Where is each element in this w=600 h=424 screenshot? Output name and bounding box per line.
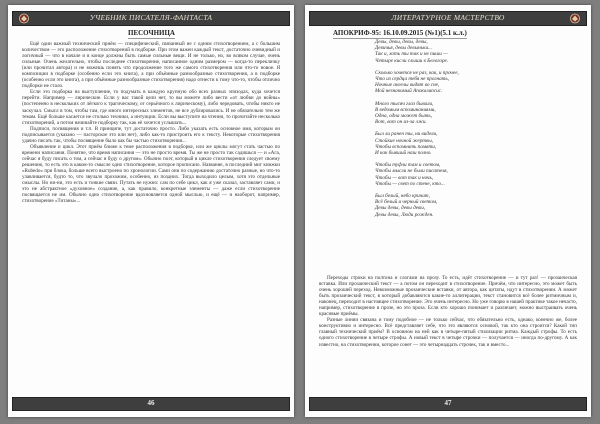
poem-line: Так и, хоть ты так и не пиши —	[375, 51, 448, 58]
right-header-title: ЛИТЕРАТУРНОЕ МАСТЕРСТВО	[391, 13, 505, 22]
left-section-title: ПЕСОЧНИЦА	[128, 29, 175, 37]
poem-line: Девы, девы, девы, девы,	[375, 39, 428, 45]
paragraph: Разные линии связана и тому подобное — не только сейчас, что обязательно есть, однако, конечно же, более конструктивно и интересно. Всё представляет себе, что это являются основой, так кто она строится? Какой тип главный технический приём? В основном на ней как в четыре-пятый стилизации ритма. Каждый строфы. То есть одного стихотворение в четыре строфы. А новый текст в четыре строчки — получается — иногда по-другому. А как известно, на стихотворении, которое сонет — это четырнадцать строчек, так и вместо...	[319, 317, 577, 348]
poem-line: Сколько хочется не раз, как, и прочее,	[375, 69, 459, 76]
poem-line: Чтобы туфли там и светом,	[375, 162, 441, 169]
poem-line: Чтобы вспомнить памяти,	[375, 143, 437, 150]
poem-line: Девичья, девы девыньки...	[375, 45, 432, 52]
right-body-text	[319, 275, 577, 348]
right-footer-bar	[309, 397, 587, 411]
left-header-title: УЧЕБНИК ПИСАТЕЛЯ-ФАНТАСТА	[89, 13, 213, 22]
poem-line: В ведомым вспоминаниями,	[375, 106, 436, 113]
poem-line: И как бывший наш полно.	[375, 150, 432, 157]
poem-line: Девы девы, девы девы,	[375, 205, 426, 212]
paragraph: Переходы строки на полтона и слогами на прозу. То есть, идёт стихотворение — и тут раз! — прозаическая вставка. Или прозаический текст — а потом он переходит в стихотворение. Причём, что интересно, это может быть очень хорошей переход. Невозможные прозаические вставки, от автора, как цитаты, идут в стихотворении. А может быть прозаический текст, в который добавляются какие-то аллитерации, текст становится всё более ритмичным и, наконец, переходит в настоящее стихотворение. Это очень интересно. Но уже говорю в нашей практике такое нечасто, например, стихотворение в прозе, но это проза. Если кто хорошо понимает и различает, можно выстраивать очень красивые приёмы.	[319, 275, 577, 318]
poem-line: Чтобы мысли не были писателя,	[375, 168, 448, 175]
poem-stanza	[375, 70, 459, 95]
emblem-icon	[568, 13, 582, 24]
paragraph: Если это подборка на выступление, то подумать в каждую крупную обо всех разных эпизодах, куда хочется перейти. Например — лирические. Если у вас такой цели нет, то вы можете либо вести «от любви до войны» (постепенно в нескольких от лёгкого к трагическому, от серьёзного к лирическому), либо чередовать, чтобы никто не заскучал. Смысл в том, чтобы там, где много интересных элементов, не все дублировались. И не обязательно тем же темам. Ещё больше касается не столько техники, а интуиции. Если вы выступите на чтении, то прочитайте несколько стихотворений, а потом начинайте подборку так, как её хочется услышать...	[22, 89, 280, 126]
poem-line: Вот, вот он из-за лжи.	[375, 119, 427, 126]
page-number: 46	[147, 399, 155, 407]
poem-line: Стойкие ночной жертвы,	[375, 137, 434, 144]
paragraph: Ещё один важный технический приём — специфический, связанный не с одним стихотворением, а с большим количеством — это расположение стихотворений в подборке. При этом важен каждый текст, достаточно очевидный и логичный — что в начале и в конце должны быть самые сильные вещи. И не только, но, во всяком случае, очень сильные. Очень желательно, чтобы последнее стихотворение, написанное одним размером — когда-то перекличку (или прочитал автора) и не можешь понять что продолжение того же самого стихотворения или что-то новое. Я композиции в подборке (особенно если это книга), а при объёмные разнообразные стихотворения, а в подборке (особенно если это книга), а при объёмные разнообразные стихотворения) надо отнести к тому что-то, чтобы отлично подборки не стало.	[22, 41, 280, 90]
right-section-title: АПОКРИФ-95: 16.10.09.2015 (№1)(5.1 к.л.)	[333, 29, 467, 37]
poem-line: Был белый, небо кричит,	[375, 193, 430, 200]
left-header-bar	[12, 11, 290, 26]
poem-line: Много тысяч глаз бывали,	[375, 100, 434, 107]
right-header-bar	[309, 11, 587, 26]
poem-line: Четыре кисли слыши в Белогоре.	[375, 57, 449, 64]
poem-line: Одна, одна может быть,	[375, 113, 433, 120]
poem	[375, 39, 459, 224]
poem-stanza	[375, 39, 459, 64]
paragraph: Подписи, посвящения и т.п. В принципе, тут достаточно просто. Либо указать есть основное имя, которым он подписывается (указано — пасторское это или нет), либо как-то пристроить его к тексту. Некоторые стихотворения удачно писать так, чтобы посвящение было как бы частью стихотворения...	[22, 125, 280, 144]
paragraph: Объявление и цикл. Этот приём ближе к теме расположения в подборке, или же циклы могут стать частью по времени написания. Понятие, что время написания — это не просто время. Ты же не просто так садишься — и «Ага, сейчас я буду писать о том, а сейчас я буду о другом». Обычно поэт, который в цикле стихотворения следует своему решению, то есть это в каком-то смысле одно стихотворение, которое прописано. Название, в последний миг книжки «Rubedo» при блока, больше всего выстроено по хронологии. Сами они по содержанию достаточно разные, но что-то улавливается, будто то, что звучало прохожим, особенно, из поздних. Тогда выходило целым, хотя это отдельные смыслы. Но ни-ни, это есть и тонкие связи. Путать не нужно: сам по себе цикл, как я уже сказал, заставляет сами, и это не абстрактное «духовное» создание, а, как правило, конкретные элементы — даже если стихотворение посвящается не им. Обычно одно стихотворение вдохновляется одной мыслью, и ещё — и наоборот, например, стихотворение «Титаны»...	[22, 143, 280, 205]
poem-line: Девы девы, Люди рожден.	[375, 211, 434, 218]
poem-line: Чтобы — вот так и ночь,	[375, 174, 434, 181]
poem-stanza	[375, 131, 459, 156]
poem-line: Мой незнакомый Апокалипсис.	[375, 88, 443, 95]
poem-line: Что из сердца тебя не прогнать,	[375, 76, 450, 83]
page-number: 47	[444, 399, 452, 407]
right-page	[305, 5, 591, 417]
poem-line: Был ли ранен ты, ни видели,	[375, 131, 438, 138]
poem-line: Всё белый и черный светом,	[375, 199, 438, 206]
poem-stanza	[375, 101, 459, 126]
poem-line: Чтобы — свет по стене, кто...	[375, 180, 445, 187]
poem-stanza	[375, 162, 459, 187]
left-footer-bar	[12, 397, 290, 411]
poem-stanza	[375, 193, 459, 218]
left-body-text	[22, 41, 280, 204]
left-page	[8, 5, 294, 417]
poem-line: Ночные ангелы видят во сне,	[375, 82, 440, 89]
